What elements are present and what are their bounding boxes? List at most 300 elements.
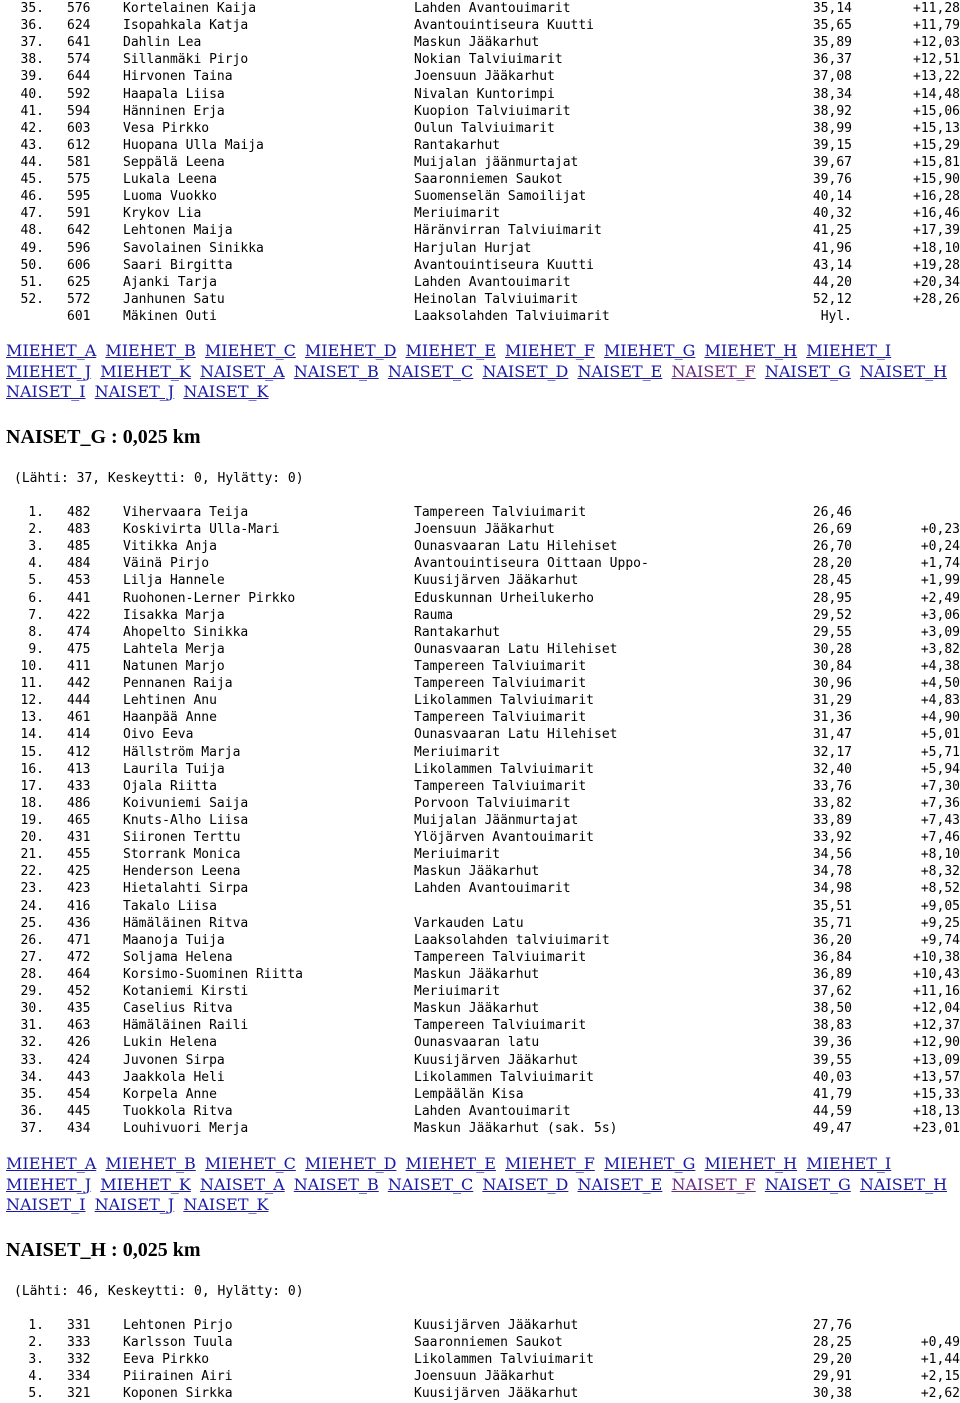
cell-rank: 5. [28,1386,44,1402]
cell-rank: 14. [20,727,44,743]
cell-bib: 574 [67,52,91,68]
cell-rank: 39. [20,69,44,85]
cell-diff: +15,33 [913,1086,960,1102]
cell-bib: 443 [67,1069,91,1085]
nav-link-naiset-j[interactable]: NAISET_J [94,1195,175,1214]
cell-diff: +15,81 [913,154,960,170]
cell-bib: 413 [67,761,91,777]
cell-diff: +4,50 [920,676,960,692]
cell-bib: 576 [67,1,91,16]
cell-diff: +28,26 [913,291,960,307]
cell-rank: 17. [20,778,44,794]
nav-link-miehet-g[interactable]: MIEHET_G [603,341,696,360]
nav-link-naiset-c[interactable]: NAISET_C [387,361,474,381]
nav-link-miehet-d[interactable]: MIEHET_D [304,341,397,360]
cell-name: Juvonen Sirpa [123,1052,225,1068]
cell-rank: 21. [20,847,44,863]
nav-link-naiset-g[interactable]: NAISET_G [764,1174,851,1194]
cell-bib: 625 [67,274,91,290]
table-row [0,812,960,829]
cell-club: Lahden Avantouimarit [414,274,571,290]
cell-time: 31,47 [812,727,852,743]
table-row [0,1086,960,1103]
cell-club: Saaronniemen Saukot [414,1335,563,1351]
table-row [0,846,960,863]
cell-diff: +13,57 [913,1069,960,1085]
cell-club: Tampereen Talviuimarit [414,778,587,794]
cell-club: Nivalan Kuntorimpi [414,86,555,102]
nav-link-naiset-f[interactable]: NAISET_F [671,1174,756,1194]
cell-rank: 28. [20,966,44,982]
cell-name: Isopahkala Katja [123,18,249,34]
nav-link-naiset-a[interactable]: NAISET_A [199,361,285,381]
cell-time: 29,20 [812,1352,852,1368]
cell-name: Hämäläinen Ritva [123,915,249,931]
cell-time: 44,59 [812,1103,852,1119]
cell-bib: 445 [67,1103,91,1119]
cell-diff: +10,38 [913,949,960,965]
cell-club: Kuusijärven Jääkarhut [414,1386,579,1402]
nav-link-miehet-g[interactable]: MIEHET_G [603,1154,696,1173]
table-row [0,17,960,34]
cell-bib: 612 [67,137,91,153]
cell-name: Takalo Liisa [123,898,217,914]
cell-time: 39,15 [812,137,852,153]
cell-rank: 3. [28,539,44,555]
cell-bib: 463 [67,1018,91,1034]
cell-name: Pennanen Raija [123,676,233,692]
cell-club: Lahden Avantouimarit [414,1103,571,1119]
cell-diff: +12,51 [913,52,960,68]
cell-time: 26,70 [812,539,852,555]
nav-link-miehet-f[interactable]: MIEHET_F [505,1154,595,1173]
table-row [0,51,960,68]
table-row [0,624,960,641]
cell-rank: 26. [20,932,44,948]
cell-diff: +15,06 [913,103,960,119]
cell-name: Laurila Tuija [123,761,225,777]
cell-time: 34,78 [812,864,852,880]
cell-rank: 24. [20,898,44,914]
table-row [0,1069,960,1086]
cell-club: Harjulan Hurjat [414,240,532,256]
nav-link-miehet-k[interactable]: MIEHET_K [100,1174,191,1194]
cell-time: 40,32 [812,206,852,222]
cell-bib: 433 [67,778,91,794]
cell-bib: 422 [67,607,91,623]
cell-bib: 594 [67,103,91,119]
cell-club: Lahden Avantouimarit [414,1,571,16]
table-row [0,1334,960,1351]
cell-rank: 15. [20,744,44,760]
nav-link-naiset-e[interactable]: NAISET_E [577,361,663,381]
cell-bib: 461 [67,710,91,726]
nav-link-naiset-k[interactable]: NAISET_K [183,1195,269,1214]
cell-rank: 52. [20,291,44,307]
cell-bib: 624 [67,18,91,34]
cell-club: Laaksolahden Talviuimarit [414,308,610,324]
cell-club: Tampereen Talviuimarit [414,676,587,692]
cell-diff: +16,46 [913,206,960,222]
cell-bib: 485 [67,539,91,555]
cell-time: 35,65 [812,18,852,34]
cell-time: 33,92 [812,830,852,846]
table-row [0,1368,960,1385]
cell-club: Eduskunnan Urheilukerho [414,590,595,606]
cell-name: Savolainen Sinikka [123,240,264,256]
cell-diff: +12,37 [913,1018,960,1034]
cell-club: Maskun Jääkarhut [414,35,540,51]
cell-rank: 36. [20,1103,44,1119]
cell-time: 49,47 [812,1120,852,1136]
cell-rank: 46. [20,189,44,205]
cell-name: Lukala Leena [123,172,217,188]
cell-name: Soljama Helena [123,949,233,965]
table-row [0,504,960,521]
cell-bib: 484 [67,556,91,572]
cell-time: 35,71 [812,915,852,931]
cell-bib: 465 [67,812,91,828]
section-title-naiset-h: NAISET_H : 0,025 km [6,1239,201,1261]
cell-diff: +8,10 [920,847,960,863]
cell-diff: +17,39 [913,223,960,239]
cell-club: Joensuun Jääkarhut [414,522,555,538]
cell-time: 29,52 [812,607,852,623]
cell-diff: +12,04 [913,1001,960,1017]
cell-diff: +4,90 [920,710,960,726]
cell-rank: 22. [20,864,44,880]
cell-bib: 454 [67,1086,91,1102]
results-table-naiset-h [0,1317,960,1403]
cell-name: Dahlin Lea [123,35,202,51]
cell-bib: 332 [67,1352,91,1368]
cell-diff: +7,30 [920,778,960,794]
cell-diff: +3,06 [920,607,960,623]
table-row [0,120,960,137]
cell-time: 30,96 [812,676,852,692]
cell-time: 29,91 [812,1369,852,1385]
nav-link-miehet-k[interactable]: MIEHET_K [100,361,191,381]
cell-bib: 453 [67,573,91,589]
nav-link-naiset-j[interactable]: NAISET_J [94,382,175,401]
nav-link-naiset-h[interactable]: NAISET_H [859,361,948,381]
cell-club: Lempäälän Kisa [414,1086,524,1102]
nav-link-miehet-e[interactable]: MIEHET_E [405,1154,496,1173]
cell-rank: 10. [20,658,44,674]
table-row [0,291,960,308]
cell-time: 44,20 [812,274,852,290]
cell-rank: 38. [20,52,44,68]
cell-club: Likolammen Talviuimarit [414,693,595,709]
cell-club: Oulun Talviuimarit [414,120,555,136]
cell-name: Ahopelto Sinikka [123,624,249,640]
table-row [0,1000,960,1017]
cell-club: Maskun Jääkarhut (sak. 5s) [414,1120,618,1136]
cell-rank: 43. [20,137,44,153]
cell-name: Hämäläinen Raili [123,1018,249,1034]
cell-bib: 452 [67,984,91,1000]
nav-link-naiset-d[interactable]: NAISET_D [482,1174,569,1194]
cell-time: 43,14 [812,257,852,273]
cell-time: 36,20 [812,932,852,948]
cell-time: 37,08 [812,69,852,85]
nav-link-miehet-b[interactable]: MIEHET_B [105,341,196,360]
cell-time: 29,55 [812,624,852,640]
cell-rank: 8. [28,624,44,640]
cell-name: Krykov Lia [123,206,202,222]
cell-diff: +11,28 [913,1,960,16]
cell-diff: +4,83 [920,693,960,709]
cell-diff: +10,43 [913,966,960,982]
cell-rank: 29. [20,984,44,1000]
cell-name: Jaakkola Heli [123,1069,225,1085]
cell-diff: +5,94 [920,761,960,777]
cell-club: Ylöjärven Avantouimarit [414,830,595,846]
cell-name: Hänninen Erja [123,103,225,119]
cell-rank: 16. [20,761,44,777]
cell-diff: +1,99 [920,573,960,589]
nav-link-miehet-e[interactable]: MIEHET_E [405,341,496,360]
section-info-naiset-g: (Lähti: 37, Keskeytti: 0, Hylätty: 0) [14,471,304,486]
cell-name: Kortelainen Kaija [123,1,257,16]
table-row [0,863,960,880]
cell-bib: 581 [67,154,91,170]
cell-diff: +4,38 [920,658,960,674]
cell-bib: 486 [67,795,91,811]
cell-bib: 434 [67,1120,91,1136]
cell-club: Varkauden Latu [414,915,524,931]
cell-club: Avantouintiseura Oittaan Uppo- [414,556,649,572]
cell-bib: 412 [67,744,91,760]
cell-time: 35,14 [812,1,852,16]
cell-diff: +19,28 [913,257,960,273]
category-nav-middle [6,1154,956,1216]
table-row [0,171,960,188]
nav-link-naiset-h[interactable]: NAISET_H [859,1174,948,1194]
cell-time: 38,34 [812,86,852,102]
cell-diff: +15,90 [913,172,960,188]
cell-rank: 36. [20,18,44,34]
cell-rank: 33. [20,1052,44,1068]
cell-club: Kuopion Talviuimarit [414,103,571,119]
cell-diff: +23,01 [913,1120,960,1136]
cell-bib: 596 [67,240,91,256]
nav-link-miehet-c[interactable]: MIEHET_C [204,341,296,360]
cell-club: Rantakarhut [414,624,501,640]
cell-rank: 34. [20,1069,44,1085]
table-row [0,829,960,846]
nav-link-naiset-c[interactable]: NAISET_C [387,1174,474,1194]
cell-diff: +5,71 [920,744,960,760]
nav-link-miehet-i[interactable]: MIEHET_I [806,341,892,360]
cell-time: 28,25 [812,1335,852,1351]
nav-link-naiset-f[interactable]: NAISET_F [671,361,756,381]
nav-link-naiset-e[interactable]: NAISET_E [577,1174,663,1194]
table-row [0,949,960,966]
nav-link-naiset-b[interactable]: NAISET_B [293,361,379,381]
cell-bib: 442 [67,676,91,692]
table-row [0,983,960,1000]
cell-diff: +18,10 [913,240,960,256]
cell-name: Koskivirta Ulla-Mari [123,522,280,538]
table-row [0,555,960,572]
cell-bib: 641 [67,35,91,51]
cell-diff: +15,29 [913,137,960,153]
nav-link-miehet-f[interactable]: MIEHET_F [505,341,595,360]
cell-bib: 642 [67,223,91,239]
cell-time: 30,38 [812,1386,852,1402]
cell-club: Rantakarhut [414,137,501,153]
table-row [0,709,960,726]
cell-rank: 23. [20,881,44,897]
cell-bib: 441 [67,590,91,606]
cell-name: Karlsson Tuula [123,1335,233,1351]
nav-link-miehet-b[interactable]: MIEHET_B [105,1154,196,1173]
cell-bib: 592 [67,86,91,102]
cell-name: Luoma Vuokko [123,189,217,205]
table-row [0,966,960,983]
nav-link-miehet-h[interactable]: MIEHET_H [704,341,798,360]
table-row [0,240,960,257]
cell-name: Maanoja Tuija [123,932,225,948]
cell-rank: 44. [20,154,44,170]
cell-bib: 572 [67,291,91,307]
cell-rank: 4. [28,1369,44,1385]
cell-club: Nokian Talviuimarit [414,52,563,68]
cell-club: Ounasvaaran Latu Hilehiset [414,539,618,555]
cell-club: Ounasvaaran latu [414,1035,540,1051]
cell-name: Henderson Leena [123,864,241,880]
cell-bib: 472 [67,949,91,965]
cell-club: Muijalan jäänmurtajat [414,154,579,170]
cell-time: 39,36 [812,1035,852,1051]
cell-rank: 48. [20,223,44,239]
cell-name: Lukin Helena [123,1035,217,1051]
table-row [0,308,960,325]
table-row [0,880,960,897]
cell-bib: 414 [67,727,91,743]
cell-diff: +5,01 [920,727,960,743]
table-row [0,744,960,761]
cell-name: Janhunen Satu [123,291,225,307]
cell-bib: 444 [67,693,91,709]
cell-club: Tampereen Talviuimarit [414,1018,587,1034]
table-row [0,137,960,154]
cell-diff: +9,74 [920,932,960,948]
table-row [0,692,960,709]
nav-link-naiset-g[interactable]: NAISET_G [764,361,851,381]
nav-link-naiset-b[interactable]: NAISET_B [293,1174,379,1194]
nav-link-miehet-j[interactable]: MIEHET_J [6,361,92,381]
nav-link-miehet-a[interactable]: MIEHET_A [6,341,97,360]
cell-club: Joensuun Jääkarhut [414,69,555,85]
table-row [0,590,960,607]
table-row [0,675,960,692]
nav-link-miehet-h[interactable]: MIEHET_H [704,1154,798,1173]
nav-link-miehet-a[interactable]: MIEHET_A [6,1154,97,1173]
cell-time: 31,29 [812,693,852,709]
cell-rank: 13. [20,710,44,726]
cell-diff: +8,52 [920,881,960,897]
cell-club: Avantouintiseura Kuutti [414,18,595,34]
cell-diff: +2,15 [920,1369,960,1385]
cell-time: 33,89 [812,812,852,828]
cell-bib: 321 [67,1386,91,1402]
cell-name: Lehtonen Pirjo [123,1318,233,1333]
cell-name: Lilja Hannele [123,573,225,589]
cell-bib: 606 [67,257,91,273]
cell-bib: 464 [67,966,91,982]
cell-time: 41,79 [812,1086,852,1102]
cell-rank: 27. [20,949,44,965]
cell-diff: +13,22 [913,69,960,85]
table-row [0,205,960,222]
table-row [0,188,960,205]
cell-bib: 411 [67,658,91,674]
cell-bib: 482 [67,505,91,520]
cell-diff: +16,28 [913,189,960,205]
cell-diff: +3,09 [920,624,960,640]
nav-link-naiset-d[interactable]: NAISET_D [482,361,569,381]
cell-diff: +13,09 [913,1052,960,1068]
cell-diff: +9,05 [920,898,960,914]
cell-bib: 475 [67,641,91,657]
cell-time: 40,03 [812,1069,852,1085]
nav-link-naiset-a[interactable]: NAISET_A [199,1174,285,1194]
cell-bib: 426 [67,1035,91,1051]
cell-club: Laaksolahden talviuimarit [414,932,610,948]
cell-name: Siironen Terttu [123,830,241,846]
cell-name: Eeva Pirkko [123,1352,210,1368]
cell-diff: +1,44 [920,1352,960,1368]
cell-diff: +8,32 [920,864,960,880]
cell-diff: +15,13 [913,120,960,136]
cell-diff: +3,82 [920,641,960,657]
cell-bib: 331 [67,1318,91,1333]
cell-club: Meriuimarit [414,744,501,760]
cell-rank: 7. [28,607,44,623]
cell-club: Meriuimarit [414,847,501,863]
cell-time: 36,37 [812,52,852,68]
nav-link-miehet-i[interactable]: MIEHET_I [806,1154,892,1173]
cell-diff: +14,48 [913,86,960,102]
nav-link-naiset-i[interactable]: NAISET_I [6,382,86,401]
cell-name: Seppälä Leena [123,154,225,170]
cell-club: Kuusijärven Jääkarhut [414,573,579,589]
nav-link-miehet-c[interactable]: MIEHET_C [204,1154,296,1173]
cell-diff: +2,62 [920,1386,960,1402]
nav-link-naiset-k[interactable]: NAISET_K [183,382,269,401]
cell-club: Tampereen Talviuimarit [414,505,587,520]
cell-club: Likolammen Talviuimarit [414,761,595,777]
cell-diff: +12,90 [913,1035,960,1051]
table-row [0,521,960,538]
cell-club: Meriuimarit [414,984,501,1000]
cell-diff: +12,03 [913,35,960,51]
nav-link-miehet-d[interactable]: MIEHET_D [304,1154,397,1173]
nav-link-naiset-i[interactable]: NAISET_I [6,1195,86,1214]
table-row [0,68,960,85]
cell-name: Ajanki Tarja [123,274,217,290]
table-row [0,795,960,812]
cell-bib: 603 [67,120,91,136]
cell-name: Lehtonen Maija [123,223,233,239]
table-row [0,726,960,743]
results-table-naiset-f-tail [0,0,960,325]
nav-link-miehet-j[interactable]: MIEHET_J [6,1174,92,1194]
cell-club: Maskun Jääkarhut [414,1001,540,1017]
cell-club: Maskun Jääkarhut [414,966,540,982]
